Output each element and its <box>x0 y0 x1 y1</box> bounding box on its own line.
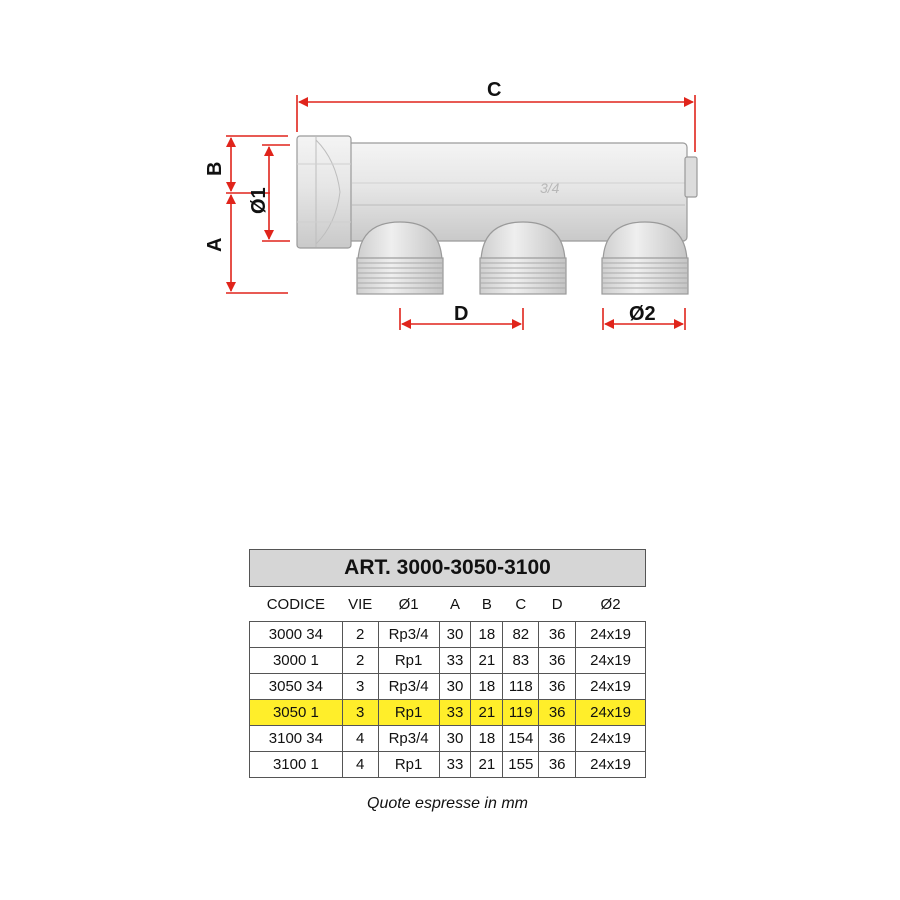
cell-a: 30 <box>439 674 471 700</box>
table-row-highlighted <box>250 700 646 726</box>
cell-vie: 4 <box>342 726 378 752</box>
cell-d: 36 <box>539 726 576 752</box>
cell-vie: 3 <box>342 674 378 700</box>
cell-d2: 24x19 <box>576 752 646 778</box>
cell-d2: 24x19 <box>576 674 646 700</box>
cell-c: 119 <box>503 700 539 726</box>
cell-a: 33 <box>439 648 471 674</box>
cell-d: 36 <box>539 752 576 778</box>
body-marking: 3/4 <box>540 180 560 196</box>
cell-d2: 24x19 <box>576 648 646 674</box>
dim-label-d1: Ø1 <box>248 187 270 214</box>
dim-label-d: D <box>454 303 469 325</box>
column-header-c: C <box>515 595 527 613</box>
cell-d2: 24x19 <box>576 700 646 726</box>
units-footnote: Quote espresse in mm <box>367 795 528 812</box>
cell-vie: 2 <box>342 648 378 674</box>
column-header-vie: VIE <box>348 595 373 613</box>
outlet-2 <box>480 222 566 294</box>
cell-c: 154 <box>503 726 539 752</box>
table-row <box>250 674 646 700</box>
cell-d1: Rp1 <box>378 752 439 778</box>
table-row <box>250 622 646 648</box>
cell-d1: Rp1 <box>378 700 439 726</box>
cell-codice: 3050 34 <box>250 674 343 700</box>
table-row <box>250 648 646 674</box>
cell-codice: 3100 34 <box>250 726 343 752</box>
cell-b: 21 <box>471 648 503 674</box>
cell-vie: 2 <box>342 622 378 648</box>
cell-d2: 24x19 <box>576 726 646 752</box>
cell-d: 36 <box>539 648 576 674</box>
cell-c: 82 <box>503 622 539 648</box>
outlet-1 <box>357 222 443 294</box>
dim-label-a: A <box>204 237 226 252</box>
column-header-d: D <box>551 595 563 613</box>
dimensions-table <box>249 549 646 778</box>
cell-c: 118 <box>503 674 539 700</box>
column-header-a: A <box>449 595 460 613</box>
cell-codice: 3000 34 <box>250 622 343 648</box>
cell-d: 36 <box>539 700 576 726</box>
cell-d1: Rp3/4 <box>378 622 439 648</box>
table-title: ART. 3000-3050-3100 <box>250 550 646 587</box>
cell-d2: 24x19 <box>576 622 646 648</box>
column-header-d1: Ø1 <box>398 595 419 613</box>
hex-end-nut <box>297 136 351 248</box>
cell-codice: 3050 1 <box>250 700 343 726</box>
cell-c: 155 <box>503 752 539 778</box>
dim-label-c: C <box>487 79 502 101</box>
cell-d: 36 <box>539 674 576 700</box>
cell-c: 83 <box>503 648 539 674</box>
dim-label-d2: Ø2 <box>629 303 656 325</box>
outlet-3 <box>602 222 688 294</box>
column-header-d2: Ø2 <box>600 595 621 613</box>
column-header-b: B <box>481 595 492 613</box>
cell-a: 30 <box>439 726 471 752</box>
cell-codice: 3100 1 <box>250 752 343 778</box>
cell-b: 18 <box>471 674 503 700</box>
cell-b: 18 <box>471 726 503 752</box>
dim-label-b: B <box>204 161 226 176</box>
cell-b: 21 <box>471 700 503 726</box>
cell-d: 36 <box>539 622 576 648</box>
cell-a: 33 <box>439 700 471 726</box>
cell-b: 18 <box>471 622 503 648</box>
cell-vie: 3 <box>342 700 378 726</box>
cell-a: 30 <box>439 622 471 648</box>
cell-d1: Rp3/4 <box>378 726 439 752</box>
column-header-codice: CODICE <box>266 595 326 613</box>
table-row <box>250 726 646 752</box>
cell-a: 33 <box>439 752 471 778</box>
table-header-row <box>250 587 646 622</box>
cell-d1: Rp3/4 <box>378 674 439 700</box>
table-row <box>250 752 646 778</box>
cell-codice: 3000 1 <box>250 648 343 674</box>
cell-vie: 4 <box>342 752 378 778</box>
cell-b: 21 <box>471 752 503 778</box>
cell-d1: Rp1 <box>378 648 439 674</box>
